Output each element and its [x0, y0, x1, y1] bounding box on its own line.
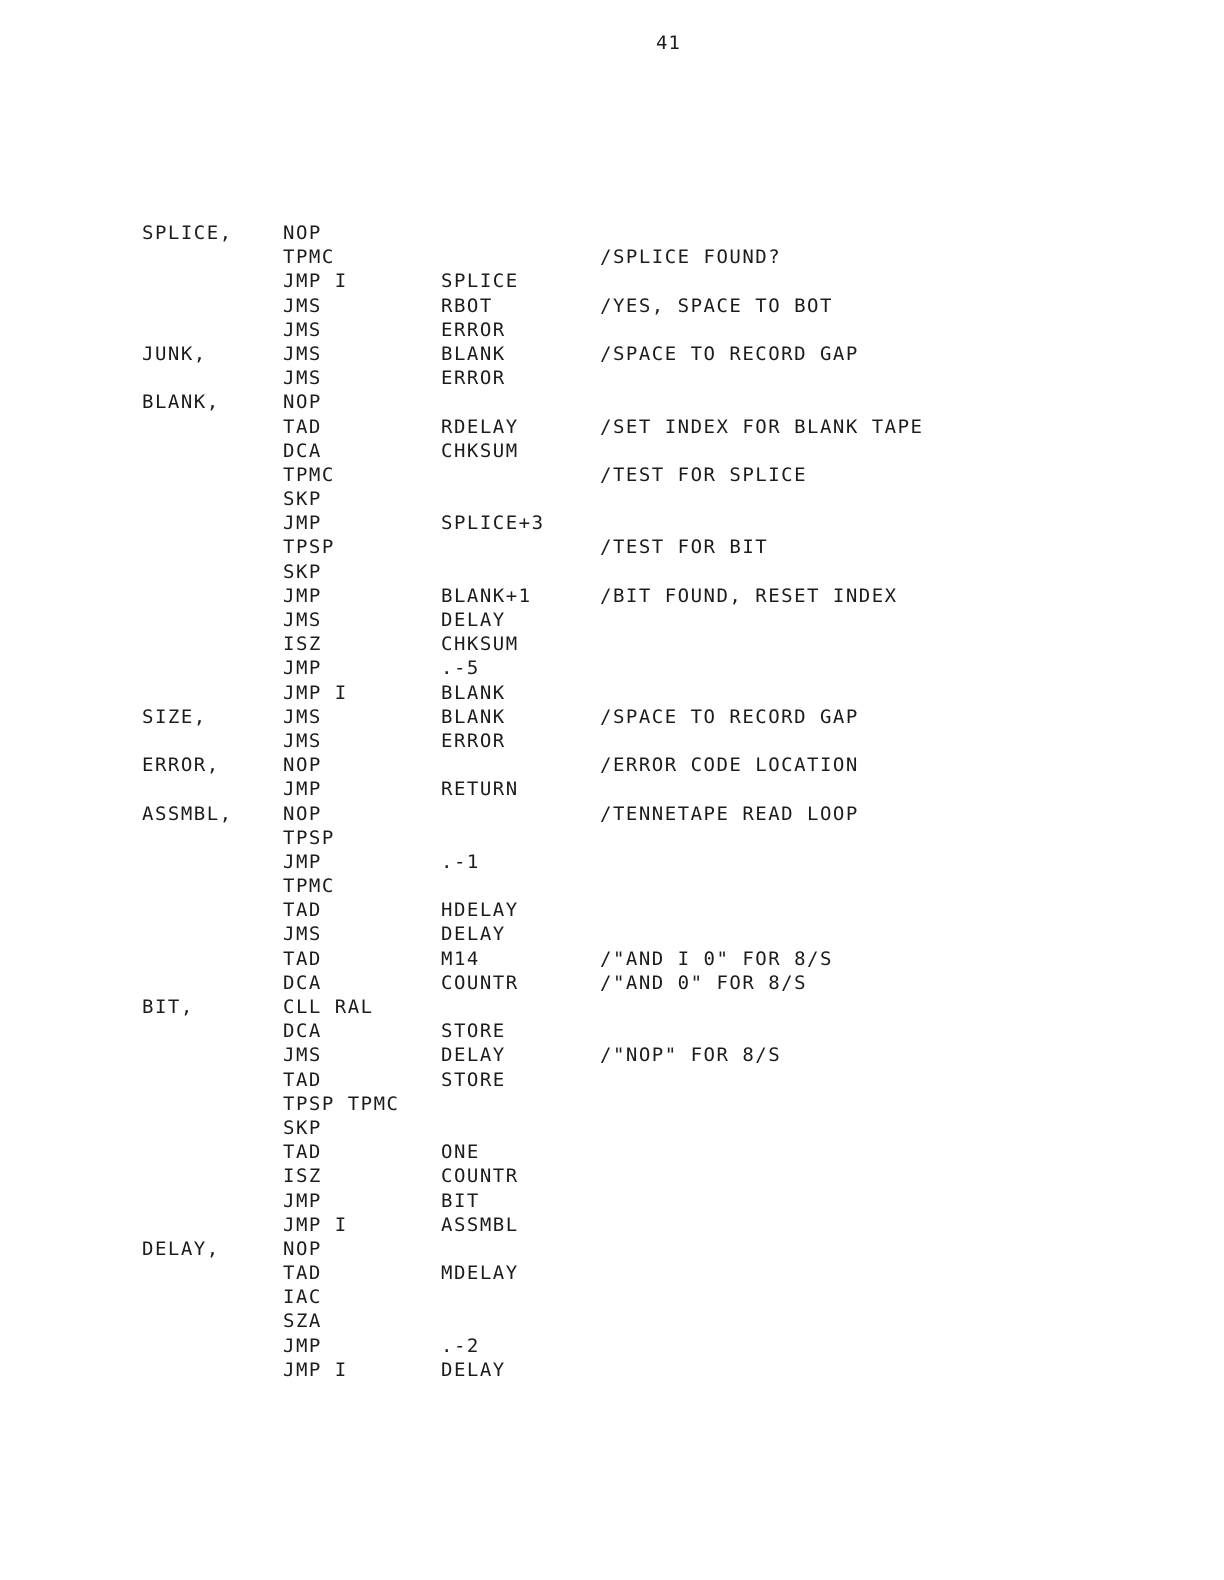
code-line [0, 269, 1224, 293]
code-line [0, 342, 1224, 366]
line-operand: MDELAY [441, 1262, 519, 1285]
code-line [0, 753, 1224, 777]
line-opcode: SKP [283, 560, 322, 583]
line-comment: /TENNETAPE READ LOOP [600, 802, 859, 825]
line-opcode: NOP [283, 222, 322, 244]
line-opcode: JMP [283, 584, 322, 607]
line-operand: M14 [441, 947, 480, 970]
code-line [0, 1068, 1224, 1092]
line-operand: .-1 [441, 850, 480, 873]
line-operand: DELAY [441, 1358, 506, 1381]
code-line [0, 390, 1224, 414]
line-operand: COUNTR [441, 971, 519, 994]
line-opcode: TPMC [283, 875, 335, 898]
code-line [0, 1092, 1224, 1116]
line-opcode: JMP [283, 850, 322, 873]
line-opcode: DCA [283, 439, 322, 462]
line-opcode: TAD [283, 1068, 322, 1091]
code-line [0, 874, 1224, 898]
line-label: SPLICE, [142, 222, 233, 244]
line-comment: /TEST FOR SPLICE [600, 463, 808, 486]
code-line [0, 1261, 1224, 1285]
line-opcode: ISZ [283, 633, 322, 656]
line-opcode: TAD [283, 1141, 322, 1164]
line-opcode: TAD [283, 899, 322, 922]
line-opcode: ISZ [283, 1165, 322, 1188]
line-opcode: TPSP [283, 536, 335, 559]
line-operand: HDELAY [441, 899, 519, 922]
line-label: BLANK, [142, 391, 220, 414]
line-label: ERROR, [142, 754, 220, 777]
assembly-listing [0, 221, 1224, 1382]
line-operand: BLANK [441, 342, 506, 365]
line-opcode: JMS [283, 705, 322, 728]
code-line [0, 777, 1224, 801]
page-number: 41 [656, 32, 681, 54]
line-operand: .-5 [441, 657, 480, 680]
line-label: BIT, [142, 996, 194, 1018]
line-comment: /"AND 0" FOR 8/S [600, 971, 808, 994]
line-opcode: JMP I [283, 270, 348, 293]
line-operand: ERROR [441, 729, 506, 752]
code-line [0, 656, 1224, 680]
line-comment: /SPLICE FOUND? [600, 246, 782, 269]
code-line [0, 1043, 1224, 1067]
line-operand: RETURN [441, 778, 519, 801]
line-opcode: SKP [283, 1116, 322, 1139]
line-operand: STORE [441, 1020, 506, 1043]
line-opcode: TAD [283, 415, 322, 438]
line-opcode: TAD [283, 1262, 322, 1285]
line-comment: /SET INDEX FOR BLANK TAPE [600, 415, 924, 438]
line-operand: RBOT [441, 294, 493, 317]
line-operand: ERROR [441, 318, 506, 341]
code-line [0, 1164, 1224, 1188]
line-comment: /SPACE TO RECORD GAP [600, 705, 859, 728]
line-operand: DELAY [441, 1044, 506, 1067]
line-opcode: JMP [283, 512, 322, 535]
line-opcode: TPMC [283, 246, 335, 269]
code-line [0, 971, 1224, 995]
line-comment: /"NOP" FOR 8/S [600, 1044, 782, 1067]
code-line [0, 245, 1224, 269]
code-line [0, 535, 1224, 559]
code-line [0, 366, 1224, 390]
line-opcode: JMS [283, 609, 322, 631]
line-label: ASSMBL, [142, 802, 233, 825]
line-opcode: JMS [283, 318, 322, 341]
code-line [0, 995, 1224, 1019]
line-opcode: NOP [283, 1237, 322, 1260]
line-operand: DELAY [441, 923, 506, 946]
line-opcode: SKP [283, 488, 322, 511]
code-line [0, 922, 1224, 946]
line-operand: STORE [441, 1068, 506, 1091]
line-operand: SPLICE+3 [441, 512, 545, 535]
code-line [0, 584, 1224, 608]
line-opcode: JMP I [283, 681, 348, 704]
code-line [0, 802, 1224, 826]
line-opcode: JMP I [283, 1213, 348, 1236]
line-operand: BLANK [441, 681, 506, 704]
code-line [0, 705, 1224, 729]
code-line [0, 1237, 1224, 1261]
line-operand: CHKSUM [441, 633, 519, 656]
line-opcode: JMS [283, 367, 322, 390]
line-comment: /BIT FOUND, RESET INDEX [600, 584, 898, 607]
line-opcode: JMS [283, 1044, 322, 1067]
line-operand: ONE [441, 1141, 480, 1164]
code-line [0, 439, 1224, 463]
code-line [0, 560, 1224, 584]
code-line [0, 1116, 1224, 1140]
line-opcode: TAD [283, 947, 322, 970]
line-comment: /"AND I 0" FOR 8/S [600, 947, 833, 970]
code-line [0, 1019, 1224, 1043]
line-operand: COUNTR [441, 1165, 519, 1188]
line-operand: ERROR [441, 367, 506, 390]
line-opcode: JMP [283, 657, 322, 680]
line-operand: ASSMBL [441, 1213, 519, 1236]
line-operand: DELAY [441, 609, 506, 631]
line-opcode: DCA [283, 1020, 322, 1043]
code-line [0, 1358, 1224, 1382]
code-line [0, 294, 1224, 318]
line-operand: BLANK [441, 705, 506, 728]
line-comment: /ERROR CODE LOCATION [600, 754, 859, 777]
line-opcode: JMP [283, 1189, 322, 1212]
line-label: SIZE, [142, 705, 207, 728]
line-opcode: SZA [283, 1310, 322, 1333]
line-opcode: TPSP [283, 826, 335, 849]
code-line [0, 511, 1224, 535]
line-opcode: JMS [283, 923, 322, 946]
line-label: DELAY, [142, 1237, 220, 1260]
line-operand: RDELAY [441, 415, 519, 438]
code-line [0, 463, 1224, 487]
line-opcode: CLL RAL [283, 996, 374, 1018]
code-line [0, 608, 1224, 632]
code-line [0, 729, 1224, 753]
line-opcode: TPMC [283, 463, 335, 486]
line-opcode: TPSP TPMC [283, 1092, 400, 1115]
line-opcode: IAC [283, 1286, 322, 1309]
line-comment: /SPACE TO RECORD GAP [600, 342, 859, 365]
code-line [0, 1334, 1224, 1358]
code-line [0, 947, 1224, 971]
line-opcode: JMP [283, 778, 322, 801]
code-line [0, 221, 1224, 245]
line-opcode: JMP [283, 1334, 322, 1357]
line-opcode: NOP [283, 802, 322, 825]
code-line [0, 1189, 1224, 1213]
code-line [0, 318, 1224, 342]
line-opcode: NOP [283, 391, 322, 414]
line-label: JUNK, [142, 342, 207, 365]
line-operand: BLANK+1 [441, 584, 532, 607]
line-opcode: JMS [283, 294, 322, 317]
code-line [0, 1309, 1224, 1333]
line-operand: SPLICE [441, 270, 519, 293]
line-comment: /TEST FOR BIT [600, 536, 769, 559]
line-opcode: JMS [283, 729, 322, 752]
code-line [0, 1213, 1224, 1237]
code-line [0, 1140, 1224, 1164]
line-operand: .-2 [441, 1334, 480, 1357]
line-opcode: NOP [283, 754, 322, 777]
code-line [0, 898, 1224, 922]
line-operand: BIT [441, 1189, 480, 1212]
line-opcode: JMP I [283, 1358, 348, 1381]
line-comment: /YES, SPACE TO BOT [600, 294, 833, 317]
code-line [0, 826, 1224, 850]
code-line [0, 632, 1224, 656]
line-operand: CHKSUM [441, 439, 519, 462]
line-opcode: JMS [283, 342, 322, 365]
code-line [0, 487, 1224, 511]
code-line [0, 681, 1224, 705]
code-line [0, 1285, 1224, 1309]
code-line [0, 415, 1224, 439]
line-opcode: DCA [283, 971, 322, 994]
code-line [0, 850, 1224, 874]
